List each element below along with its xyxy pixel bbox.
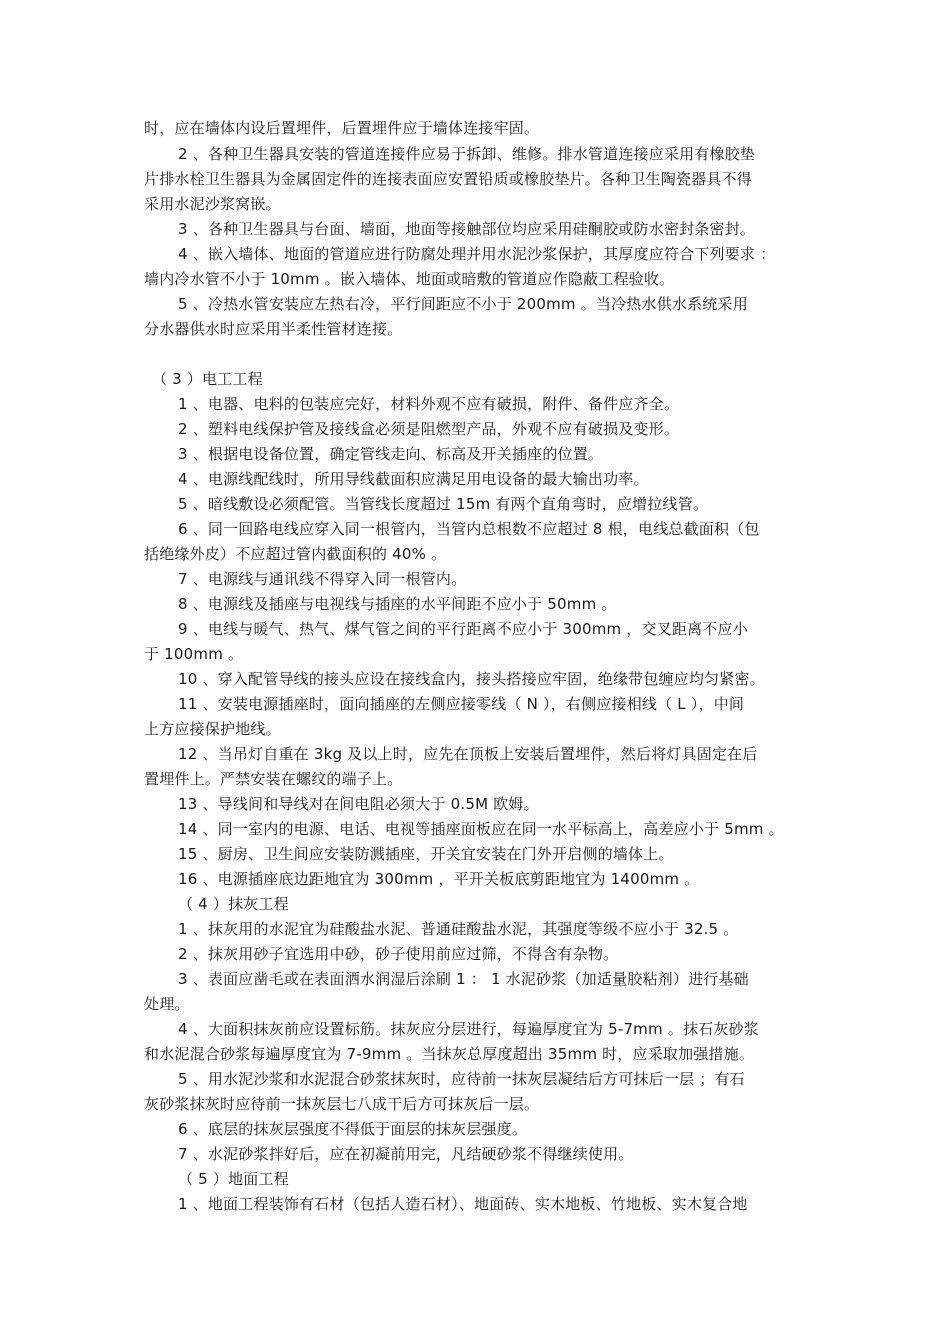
text-line: 12 、当吊灯自重在 3kg 及以上时，应先在顶板上安装后置埋件，然后将灯具固定在后 bbox=[178, 745, 758, 763]
section-heading: （ 4 ）抹灰工程 bbox=[178, 895, 289, 913]
text-line: 15 、厨房、卫生间应安装防溅插座，开关宜安装在门外开启侧的墙体上。 bbox=[178, 845, 674, 863]
text-line: 灰砂浆抹灰时应待前一抹灰层七八成干后方可抹灰后一层。 bbox=[144, 1095, 540, 1113]
text-line: 13 、导线间和导线对在间电阻必须大于 0.5M 欧姆。 bbox=[178, 795, 539, 813]
text-line: 1 、地面工程装饰有石材（包括人造石材）、地面砖、实木地板、竹地板、实木复合地 bbox=[178, 1195, 748, 1213]
text-line: 3 、表面应凿毛或在表面洒水润湿后涂刷 1 ： 1 水泥砂浆（加适量胶粘剂）进行基础 bbox=[178, 970, 749, 988]
text-line: 于 100mm 。 bbox=[144, 645, 244, 663]
text-line: 3 、各种卫生器具与台面、墙面，地面等接触部位均应采用硅酮胶或防水密封条密封。 bbox=[178, 220, 756, 238]
text-line: 1 、电器、电料的包装应完好，材料外观不应有破损，附件、备件应齐全。 bbox=[178, 395, 680, 413]
text-line: 采用水泥沙浆窝嵌。 bbox=[144, 195, 281, 213]
text-line: 4 、嵌入墙体、地面的管道应进行防腐处理并用水泥沙浆保护，其厚度应符合下列要求 ： bbox=[178, 245, 776, 263]
section-heading: （ 5 ）地面工程 bbox=[178, 1170, 289, 1188]
text-line: 片排水栓卫生器具为金属固定件的连接表面应安置铅质或橡胶垫片。各种卫生陶瓷器具不得 bbox=[144, 170, 753, 188]
text-line: 10 、穿入配管导线的接头应设在接线盒内，接头搭接应牢固，绝缘带包缠应均匀紧密。 bbox=[178, 670, 765, 688]
text-line: 括绝缘外皮）不应超过管内截面积的 40% 。 bbox=[144, 545, 447, 563]
text-line: 16 、电源插座底边距地宜为 300mm ，平开关板底剪距地宜为 1400mm 。 bbox=[178, 870, 700, 888]
text-line: 2 、抹灰用砂子宜选用中砂，砂子使用前应过筛，不得含有杂物。 bbox=[178, 945, 619, 963]
text-line: 墙内冷水管不小于 10mm 。嵌入墙体、地面或暗敷的管道应作隐蔽工程验收。 bbox=[144, 270, 675, 288]
text-line: 2 、各种卫生器具安装的管道连接件应易于拆卸、维修。排水管道连接应采用有橡胶垫 bbox=[178, 145, 756, 163]
text-line: 11 、安装电源插座时，面向插座的左侧应接零线（ N ），右侧应接相线（ L ），中间 bbox=[178, 695, 745, 713]
section-heading: （ 3 ）电工工程 bbox=[152, 370, 263, 388]
text-line: 1 、抹灰用的水泥宜为硅酸盐水泥、普通硅酸盐水泥，其强度等级不应小于 32.5 。 bbox=[178, 920, 739, 938]
text-line: 6 、同一回路电线应穿入同一根管内，当管内总根数不应超过 8 根，电线总截面积（包 bbox=[178, 520, 760, 538]
text-line: 2 、塑料电线保护管及接线盒必须是阻燃型产品，外观不应有破损及变形。 bbox=[178, 420, 680, 438]
text-line: 7 、电源线与通讯线不得穿入同一根管内。 bbox=[178, 570, 467, 588]
text-line: 4 、大面积抹灰前应设置标筋。抹灰应分层进行，每遍厚度宜为 5-7mm 。抹石灰砂浆 bbox=[178, 1020, 759, 1038]
text-line: 8 、电源线及插座与电视线与插座的水平间距不应小于 50mm 。 bbox=[178, 595, 617, 613]
text-line: 7 、水泥砂浆拌好后，应在初凝前用完，凡结硬砂浆不得继续使用。 bbox=[178, 1145, 634, 1163]
text-line: 14 、同一室内的电源、电话、电视等插座面板应在同一水平标高上，高差应小于 5mm 。 bbox=[178, 820, 784, 838]
text-line: 5 、暗线敷设必须配管。当管线长度超过 15m 有两个直角弯时，应增拉线管。 bbox=[178, 495, 709, 513]
text-line: 3 、根据电设备位置，确定管线走向、标高及开关插座的位置。 bbox=[178, 445, 604, 463]
text-line: 时，应在墙体内设后置埋件，后置埋件应于墙体连接牢固。 bbox=[144, 119, 540, 137]
text-line: 9 、电线与暖气、热气、煤气管之间的平行距离不应小于 300mm ，交叉距离不应小 bbox=[178, 620, 748, 638]
text-line: 5 、用水泥沙浆和水泥混合砂浆抹灰时，应待前一抹灰层凝结后方可抹后一层 ；有石 bbox=[178, 1070, 745, 1088]
text-line: 4 、电源线配线时，所用导线截面积应满足用电设备的最大输出功率。 bbox=[178, 470, 649, 488]
text-line: 处理。 bbox=[144, 995, 190, 1013]
text-line: 分水器供水时应采用半柔性管材连接。 bbox=[144, 320, 403, 338]
text-line: 6 、底层的抹灰层强度不得低于面层的抹灰层强度。 bbox=[178, 1120, 528, 1138]
text-line: 和水泥混合砂浆每遍厚度宜为 7-9mm 。当抹灰总厚度超出 35mm 时，应采取加强措施。 bbox=[144, 1045, 755, 1063]
text-line: 置埋件上。严禁安装在螺纹的端子上。 bbox=[144, 770, 403, 788]
text-line: 5 、冷热水管安装应左热右冷，平行间距应不小于 200mm 。当冷热水供水系统采用 bbox=[178, 295, 748, 313]
text-line: 上方应接保护地线。 bbox=[144, 720, 281, 738]
